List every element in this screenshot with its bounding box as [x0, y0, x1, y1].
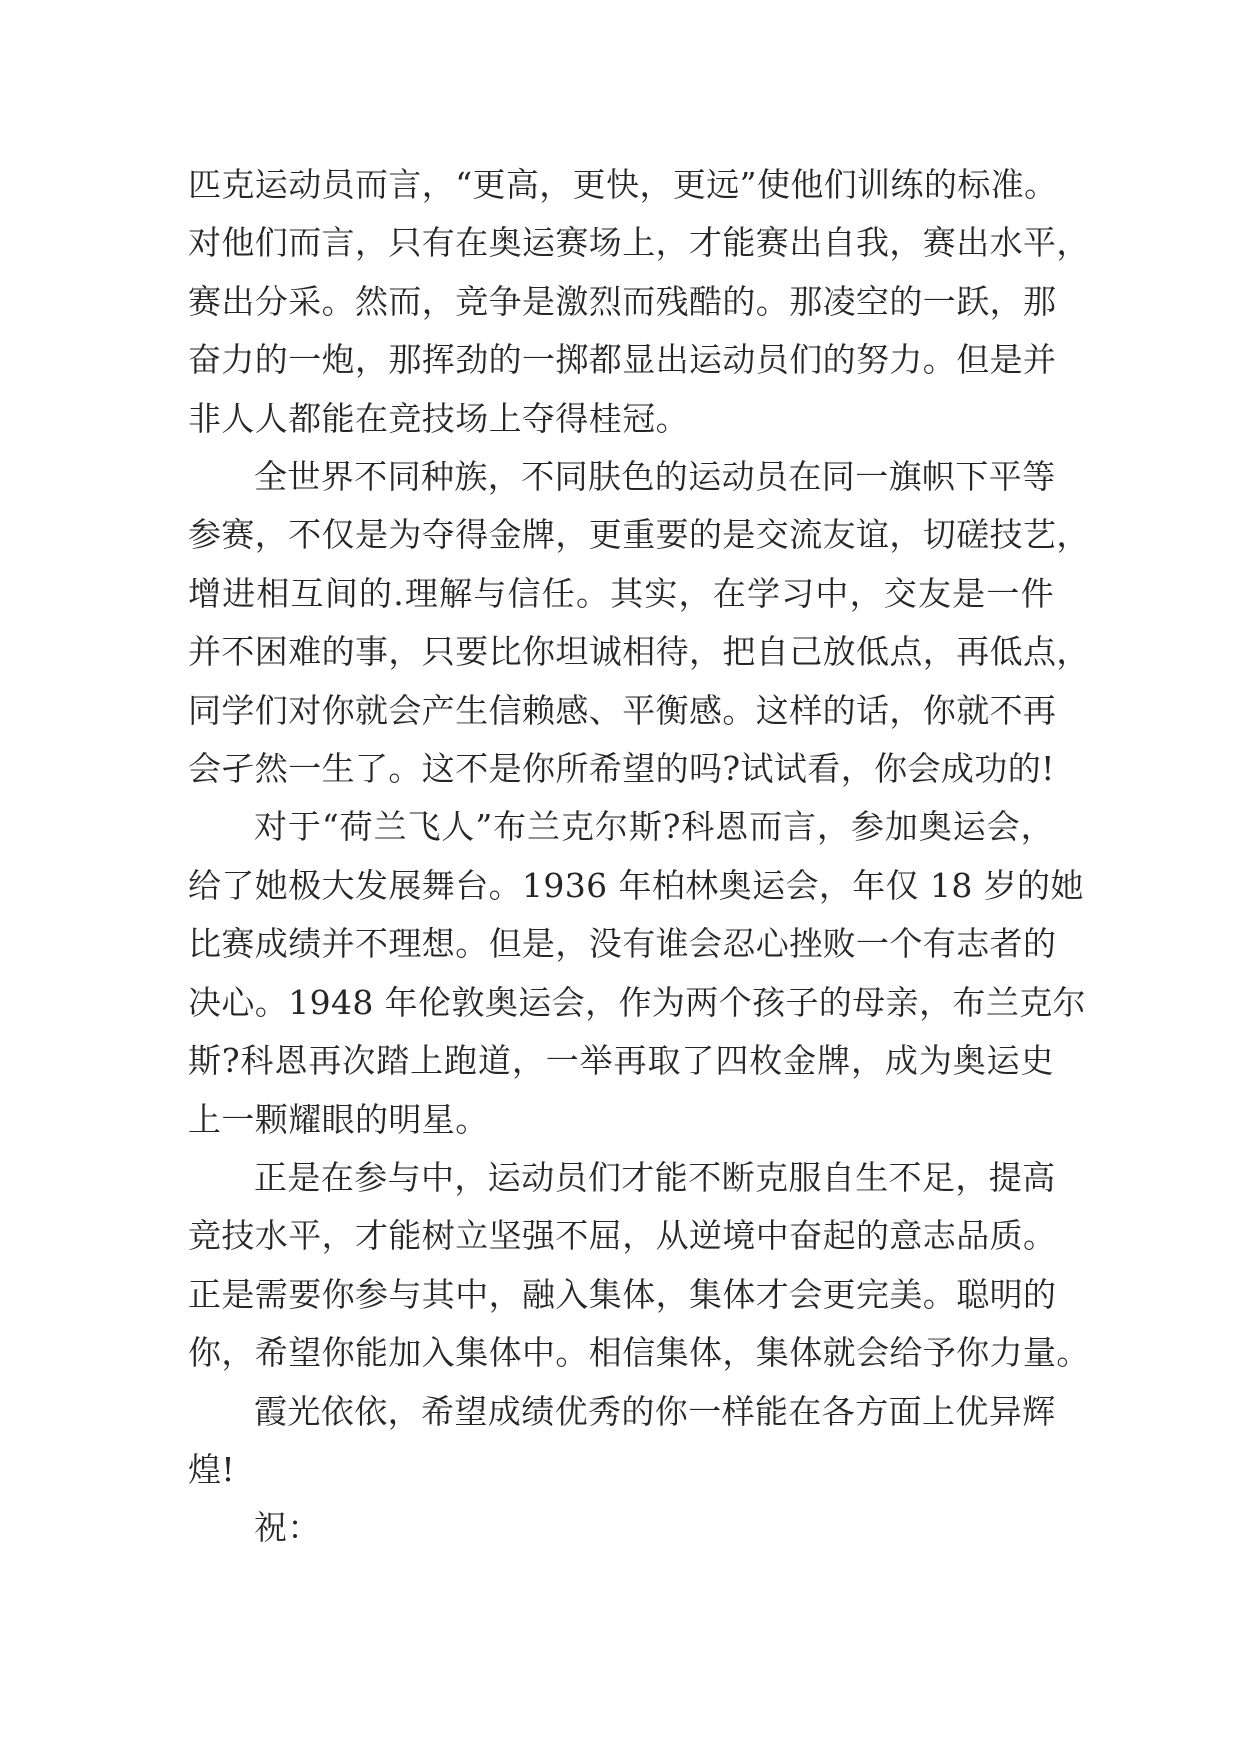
text-line: 正是需要你参与其中，融入集体，集体才会更完美。聪明的 [188, 1274, 1057, 1314]
text-line: 非人人都能在竞技场上夺得桂冠。 [188, 398, 689, 438]
text-line: 参赛，不仅是为夺得金牌，更重要的是交流友谊，切磋技艺， [188, 515, 1090, 555]
text-line: 匹克运动员而言，“更高，更快，更远”使他们训练的标准。 [188, 165, 1058, 204]
text-line: 对于“荷兰飞人”布兰克尔斯?科恩而言，参加奥运会， [254, 807, 1054, 847]
text-line: 决心。1948 年伦敦奥运会，作为两个孩子的母亲，布兰克尔 [188, 982, 1087, 1022]
text-line: 你，希望你能加入集体中。相信集体，集体就会给予你力量。 [188, 1333, 1090, 1373]
text-line: 霞光依依，希望成绩优秀的你一样能在各方面上优异辉 [254, 1391, 1056, 1431]
text-line: 并不困难的事，只要比你坦诚相待，把自己放低点，再低点， [188, 632, 1090, 672]
text-line: 竞技水平，才能树立坚强不屈，从逆境中奋起的意志品质。 [188, 1216, 1057, 1256]
text-line: 会孑然一生了。这不是你所希望的吗?试试看，你会成功的! [188, 749, 1055, 789]
paragraph-5 [188, 1383, 1054, 1500]
text-line: 煌! [188, 1449, 236, 1489]
text-line: 斯?科恩再次踏上跑道，一举再取了四枚金牌，成为奥运史 [188, 1041, 1054, 1081]
text-line: 祝： [254, 1508, 321, 1548]
text-line: 正是在参与中，运动员们才能不断克服自生不足，提高 [254, 1157, 1056, 1197]
text-line: 全世界不同种族，不同肤色的运动员在同一旗帜下平等 [254, 457, 1056, 497]
text-line: 奋力的一炮，那挥劲的一掷都显出运动员们的努力。但是并 [188, 340, 1057, 380]
text-line: 增进相互间的.理解与信任。其实，在学习中，交友是一件 [188, 573, 1054, 613]
text-line: 赛出分采。然而，竞争是激烈而残酷的。那凌空的一跃，那 [188, 281, 1057, 321]
text-line: 同学们对你就会产生信赖感、平衡感。这样的话，你就不再 [188, 690, 1057, 730]
paragraph-1 [188, 156, 1090, 448]
text-line: 上一颗耀眼的明星。 [188, 1099, 489, 1139]
paragraph-4 [188, 1149, 1090, 1383]
document-body [188, 156, 1090, 1558]
text-line: 对他们而言，只有在奥运赛场上，才能赛出自我，赛出水平， [188, 223, 1090, 263]
paragraph-3 [188, 798, 1087, 1148]
salutation [188, 1499, 1054, 1557]
text-line: 比赛成绩并不理想。但是，没有谁会忍心挫败一个有志者的 [188, 924, 1057, 964]
text-line: 给了她极大发展舞台。1936 年柏林奥运会，年仅 18 岁的她 [188, 865, 1084, 905]
paragraph-2 [188, 448, 1090, 798]
